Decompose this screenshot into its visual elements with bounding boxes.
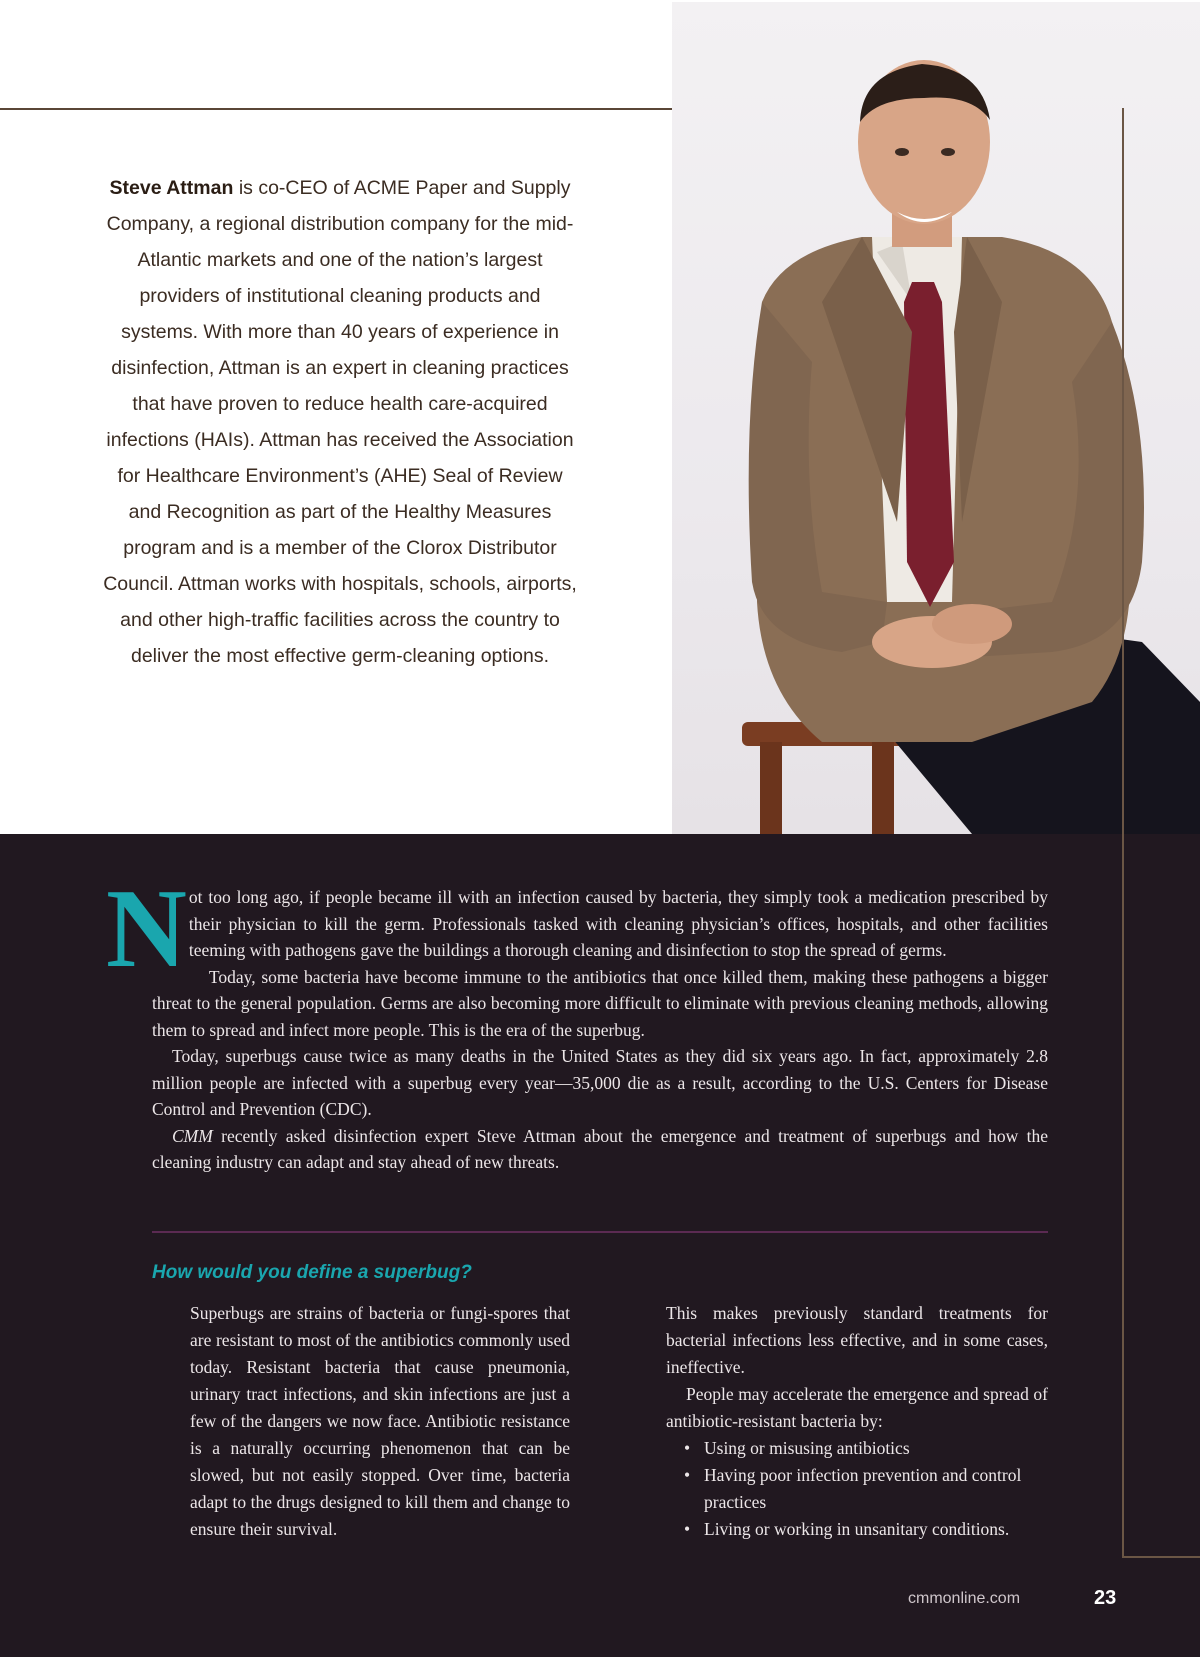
frame-line-bottom xyxy=(1122,1556,1200,1558)
footer-website: cmmonline.com xyxy=(908,1590,1021,1607)
intro-paragraph-1 xyxy=(106,867,1048,991)
list-item: • Having poor infection prevention and control practices xyxy=(704,1462,1048,1516)
intro-paragraph-2: Today, some bacteria have become immune to the antibiotics that once killed them, making these pathogens a bigger threat to the general population. Germs are also becoming more difficult to eliminate with previous cleaning methods, allowing them to spread and infect more people. This is the era of the superbug. xyxy=(152,966,1048,1040)
risk-factors-list xyxy=(666,1435,1048,1543)
article-intro xyxy=(106,867,1048,1176)
answer-column-left xyxy=(190,1300,570,1543)
author-bio-text: is co-CEO of ACME Paper and Supply Company, a regional distribution company for the mid-Atlantic markets and one of the nation’s largest providers of institutional cleaning products and systems. With more than 40 years of experience in disinfection, Attman is an expert in cleaning practices that have proven to reduce health care-acquired infections (HAIs). Attman has received the Association for Healthcare Environment’s (AHE) Seal of Review and Recognition as part of the Healthy Measures program and is a member of the Clorox Distributor Council. Attman works with hospitals, schools, airports, and other high-traffic facilities across the country to deliver the most effective germ-cleaning options. xyxy=(103,177,577,667)
intro-paragraph-1-text: ot too long ago, if people became ill with an infection caused by bacteria, they simply took a medication prescribed by their physician to kill the germ. Professionals tasked with cleaning physician’s offices, hospitals, and other facilities teeming with pathogens gave the buildings a thorough cleaning and disinfection to stop the spread of germs. xyxy=(188,887,1048,960)
section-divider xyxy=(152,1231,1048,1233)
list-item: • Using or misusing antibiotics xyxy=(704,1435,1048,1462)
author-portrait-photo xyxy=(672,2,1200,834)
answer-right-paragraph-2: People may accelerate the emergence and spread of antibiotic-resistant bacteria by: xyxy=(666,1384,1048,1431)
page-number: 23 xyxy=(1094,1587,1117,1609)
intro-paragraph-4-text: recently asked disinfection expert Steve Attman about the emergence and treatment of superbugs and how the cleaning industry can adapt and stay ahead of new threats. xyxy=(152,1125,1048,1172)
author-name: Steve Attman xyxy=(109,177,234,199)
answer-column-right xyxy=(666,1300,1048,1543)
list-item: • Living or working in unsanitary conditions. xyxy=(704,1516,1048,1543)
publication-name: CMM xyxy=(172,1125,213,1146)
answer-right-paragraph-1: This makes previously standard treatments for bacterial infections less effective, and in some cases, ineffective. xyxy=(666,1303,1048,1377)
intro-paragraph-3: Today, superbugs cause twice as many deaths in the United States as they did six years ago. In fact, approximately 2.8 million people are infected with a superbug every year—35,000 die as a result, according to the U.S. Centers for Disease Control and Prevention (CDC). xyxy=(152,1046,1048,1119)
author-bio xyxy=(100,170,580,674)
frame-line-right xyxy=(1122,108,1124,1558)
drop-cap: N xyxy=(106,867,187,991)
interview-question: How would you define a superbug? xyxy=(152,1262,472,1283)
portrait-illustration xyxy=(672,2,1200,834)
answer-left-text: Superbugs are strains of bacteria or fungi-spores that are resistant to most of the antibiotics commonly used today. Resistant bacteria that cause pneumonia, urinary tract infections, and skin infections are just a few of the dangers we now face. Antibiotic resistance is a naturally occurring phenomenon that can be slowed, but not easily stopped. Over time, bacteria adapt to the drugs designed to kill them and change to ensure their survival. xyxy=(190,1303,570,1539)
intro-paragraph-4 xyxy=(152,1123,1048,1176)
